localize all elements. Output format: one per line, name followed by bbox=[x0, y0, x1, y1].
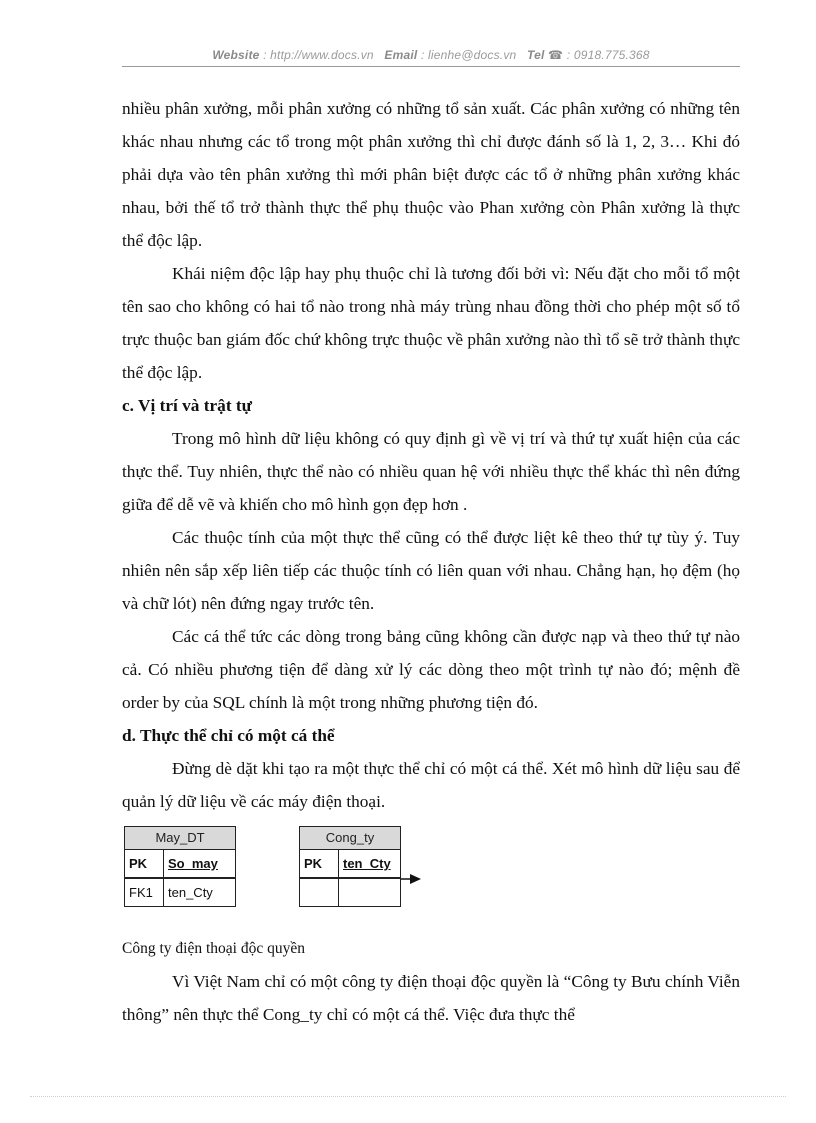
header-divider bbox=[122, 66, 740, 67]
header-email-label: Email bbox=[384, 48, 418, 62]
pk-field: ten_Cty bbox=[343, 856, 391, 871]
paragraph-7: Vì Việt Nam chỉ có một công ty điện thoại độc quyền là “Công ty Bưu chính Viễn thông” nên thực thể Cong_ty chỉ có một cá thể. Việc đưa thực thể bbox=[122, 972, 740, 1024]
header-tel-label: Tel ☎ bbox=[527, 48, 564, 62]
paragraph-4: Các thuộc tính của một thực thể cũng có thể được liệt kê theo thứ tự tùy ý. Tuy nhiên nên sắp xếp liên tiếp các thuộc tính có liên quan với nhau. Chẳng hạn, họ đệm (họ và chữ lót) nên đứng ngay trước tên. bbox=[122, 528, 740, 613]
entity-title: Cong_ty bbox=[300, 827, 400, 850]
page-header bbox=[122, 48, 740, 68]
paragraph-1: nhiều phân xưởng, mỗi phân xưởng có những tổ sản xuất. Các phân xưởng có những tên khác nhau nhưng các tổ trong một phân xưởng thì chỉ được đánh số là 1, 2, 3… Khi đó phải dựa vào tên phân xưởng thì mới phân biệt được các tổ ở những phân xưởng khác nhau, bởi thế tổ trở thành thực thể phụ thuộc vào Phan xưởng còn Phân xưởng là thực thể độc lập. bbox=[122, 99, 740, 250]
diagram-caption: Công ty điện thoại độc quyền bbox=[122, 940, 305, 957]
er-diagram bbox=[122, 826, 740, 926]
paragraph-5: Các cá thể tức các dòng trong bảng cũng không cần được nạp và theo thứ tự nào cả. Có nhiều phương tiện để dàng xử lý các dòng theo một trình tự nào đó; mệnh đề order by của SQL chính là một trong những phương tiện đó. bbox=[122, 627, 740, 712]
heading-c: c. Vị trí và trật tự bbox=[122, 396, 253, 415]
footer-divider bbox=[30, 1096, 786, 1097]
pk-label: PK bbox=[125, 850, 164, 877]
paragraph-6: Đừng dè dặt khi tạo ra một thực thể chỉ có một cá thể. Xét mô hình dữ liệu sau để quản lý dữ liệu về các máy điện thoại. bbox=[122, 759, 740, 811]
fk-field: ten_Cty bbox=[168, 885, 213, 900]
entity-fk-row bbox=[125, 879, 235, 906]
entity-pk-row bbox=[300, 850, 400, 879]
header-website-value: : http://www.docs.vn bbox=[263, 48, 374, 62]
entity-cong-ty bbox=[299, 826, 401, 907]
header-email-value: : lienhe@docs.vn bbox=[420, 48, 517, 62]
entity-empty-row bbox=[300, 879, 400, 906]
pk-label: PK bbox=[300, 850, 339, 877]
header-website-label: Website bbox=[212, 48, 260, 62]
header-tel-value: : 0918.775.368 bbox=[566, 48, 650, 62]
pk-field: So_may bbox=[168, 856, 218, 871]
fk-label: FK1 bbox=[125, 879, 164, 906]
entity-pk-row bbox=[125, 850, 235, 879]
entity-title: May_DT bbox=[125, 827, 235, 850]
paragraph-2: Khái niệm độc lập hay phụ thuộc chỉ là tương đối bởi vì: Nếu đặt cho mỗi tổ một tên sao cho không có hai tổ nào trong nhà máy trùng nhau đồng thời cho phép một số tổ trực thuộc ban giám đốc chứ không trực thuộc về phân xưởng nào thì tổ sẽ trở thành thực thể độc lập. bbox=[122, 264, 740, 382]
heading-d: d. Thực thể chỉ có một cá thể bbox=[122, 726, 335, 745]
document-body bbox=[122, 92, 740, 1031]
paragraph-3: Trong mô hình dữ liệu không có quy định gì về vị trí và thứ tự xuất hiện của các thực thể. Tuy nhiên, thực thể nào có nhiều quan hệ với nhiều thực thể khác thì nên đứng giữa để dễ vẽ và khiến cho mô hình gọn đẹp hơn . bbox=[122, 429, 740, 514]
entity-may-dt bbox=[124, 826, 236, 907]
